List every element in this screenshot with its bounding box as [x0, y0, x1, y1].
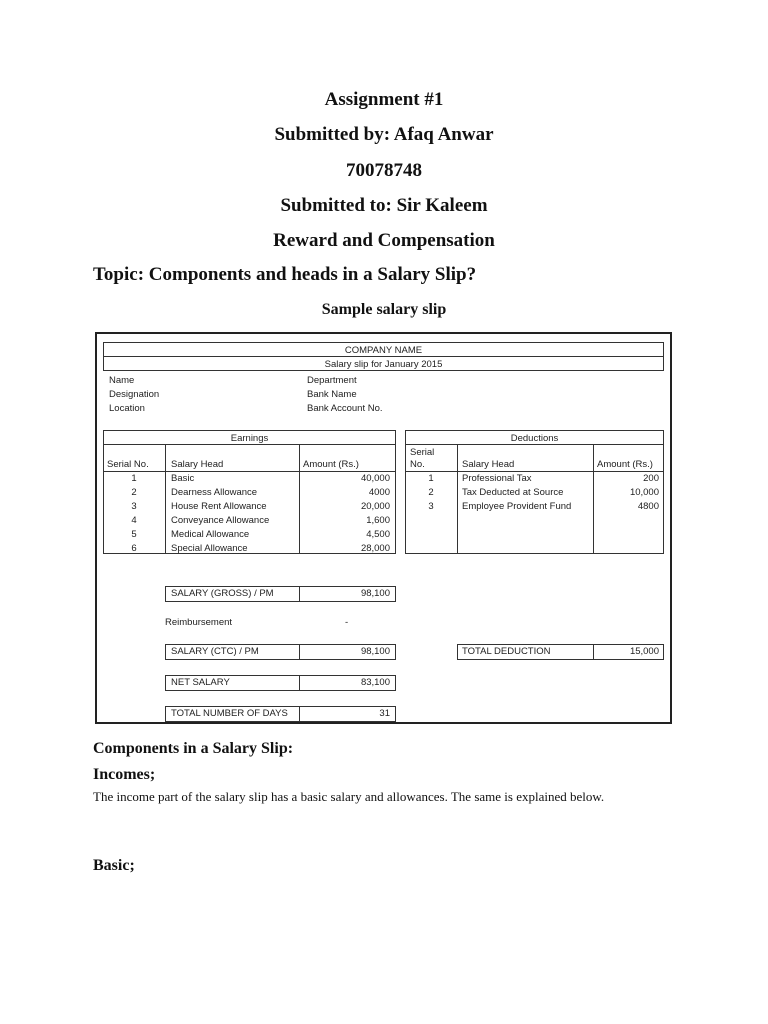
- gross-salary-label: SALARY (GROSS) / PM: [171, 588, 274, 599]
- info-designation: Designation: [109, 389, 160, 400]
- deductions-amount: 10,000: [629, 487, 659, 498]
- deductions-amount: 200: [643, 473, 659, 484]
- earnings-head: Medical Allowance: [171, 529, 250, 540]
- deductions-col-head: Salary Head: [462, 459, 515, 470]
- deductions-title: Deductions: [510, 433, 559, 444]
- info-bank-name: Bank Name: [307, 389, 357, 400]
- deductions-head: Tax Deducted at Source: [462, 487, 564, 498]
- reimbursement-label: Reimbursement: [165, 617, 233, 628]
- deductions-col-serial: Serial: [410, 447, 435, 458]
- roll-number: 70078748: [346, 160, 422, 181]
- earnings-col-head: Salary Head: [171, 459, 224, 470]
- assignment-title: Assignment #1: [324, 89, 444, 110]
- earnings-amount: 28,000: [360, 543, 390, 554]
- components-heading: Components in a Salary Slip:: [93, 740, 294, 757]
- deductions-head: Employee Provident Fund: [462, 501, 572, 512]
- earnings-col-amount: Amount (Rs.): [303, 459, 359, 470]
- net-salary-label: NET SALARY: [171, 677, 230, 688]
- gross-salary-value: 98,100: [360, 588, 390, 599]
- reimbursement-value: -: [345, 617, 349, 628]
- total-deduction-value: 15,000: [629, 646, 659, 657]
- slip-period: Salary slip for January 2015: [324, 359, 443, 370]
- info-bank-account: Bank Account No.: [307, 403, 383, 414]
- info-name: Name: [109, 375, 135, 386]
- earnings-serial: 5: [131, 529, 137, 540]
- deductions-head: Professional Tax: [462, 473, 532, 484]
- submitted-to: Submitted to: Sir Kaleem: [280, 195, 488, 216]
- earnings-amount: 20,000: [360, 501, 390, 512]
- deductions-col-serial-no: No.: [410, 459, 425, 470]
- earnings-serial: 3: [131, 501, 137, 512]
- topic-heading: Topic: Components and heads in a Salary Slip?: [93, 264, 477, 285]
- company-name: COMPANY NAME: [344, 345, 423, 356]
- earnings-col-serial: Serial No.: [107, 459, 149, 470]
- submitted-by: Submitted by: Afaq Anwar: [274, 124, 494, 145]
- deductions-amount: 4800: [637, 501, 659, 512]
- incomes-heading: Incomes;: [93, 766, 156, 783]
- net-salary-value: 83,100: [360, 677, 390, 688]
- total-days-label: TOTAL NUMBER OF DAYS: [171, 708, 288, 719]
- sample-caption: Sample salary slip: [321, 301, 447, 318]
- earnings-title: Earnings: [230, 433, 269, 444]
- info-location: Location: [109, 403, 145, 414]
- earnings-serial: 2: [131, 487, 137, 498]
- info-department: Department: [307, 375, 357, 386]
- earnings-serial: 1: [131, 473, 137, 484]
- deductions-serial: 3: [428, 501, 434, 512]
- course-title: Reward and Compensation: [273, 230, 495, 251]
- salary-slip-figure: [95, 332, 672, 724]
- total-deduction-label: TOTAL DEDUCTION: [462, 646, 551, 657]
- earnings-amount: 4000: [368, 487, 390, 498]
- earnings-head: Special Allowance: [171, 543, 248, 554]
- earnings-amount: 1,600: [366, 515, 390, 526]
- earnings-serial: 6: [131, 543, 137, 554]
- earnings-head: House Rent Allowance: [171, 501, 267, 512]
- earnings-head: Conveyance Allowance: [171, 515, 270, 526]
- deductions-col-amount: Amount (Rs.): [597, 459, 653, 470]
- earnings-serial: 4: [131, 515, 137, 526]
- ctc-salary-value: 98,100: [360, 646, 390, 657]
- earnings-head: Dearness Allowance: [171, 487, 258, 498]
- earnings-amount: 4,500: [366, 529, 390, 540]
- deductions-serial: 2: [428, 487, 434, 498]
- earnings-head: Basic: [171, 473, 195, 484]
- deductions-serial: 1: [428, 473, 434, 484]
- ctc-salary-label: SALARY (CTC) / PM: [171, 646, 259, 657]
- basic-heading: Basic;: [93, 857, 135, 874]
- total-days-value: 31: [379, 708, 390, 719]
- incomes-paragraph: The income part of the salary slip has a basic salary and allowances. The same is explained below.: [93, 789, 605, 804]
- earnings-amount: 40,000: [360, 473, 390, 484]
